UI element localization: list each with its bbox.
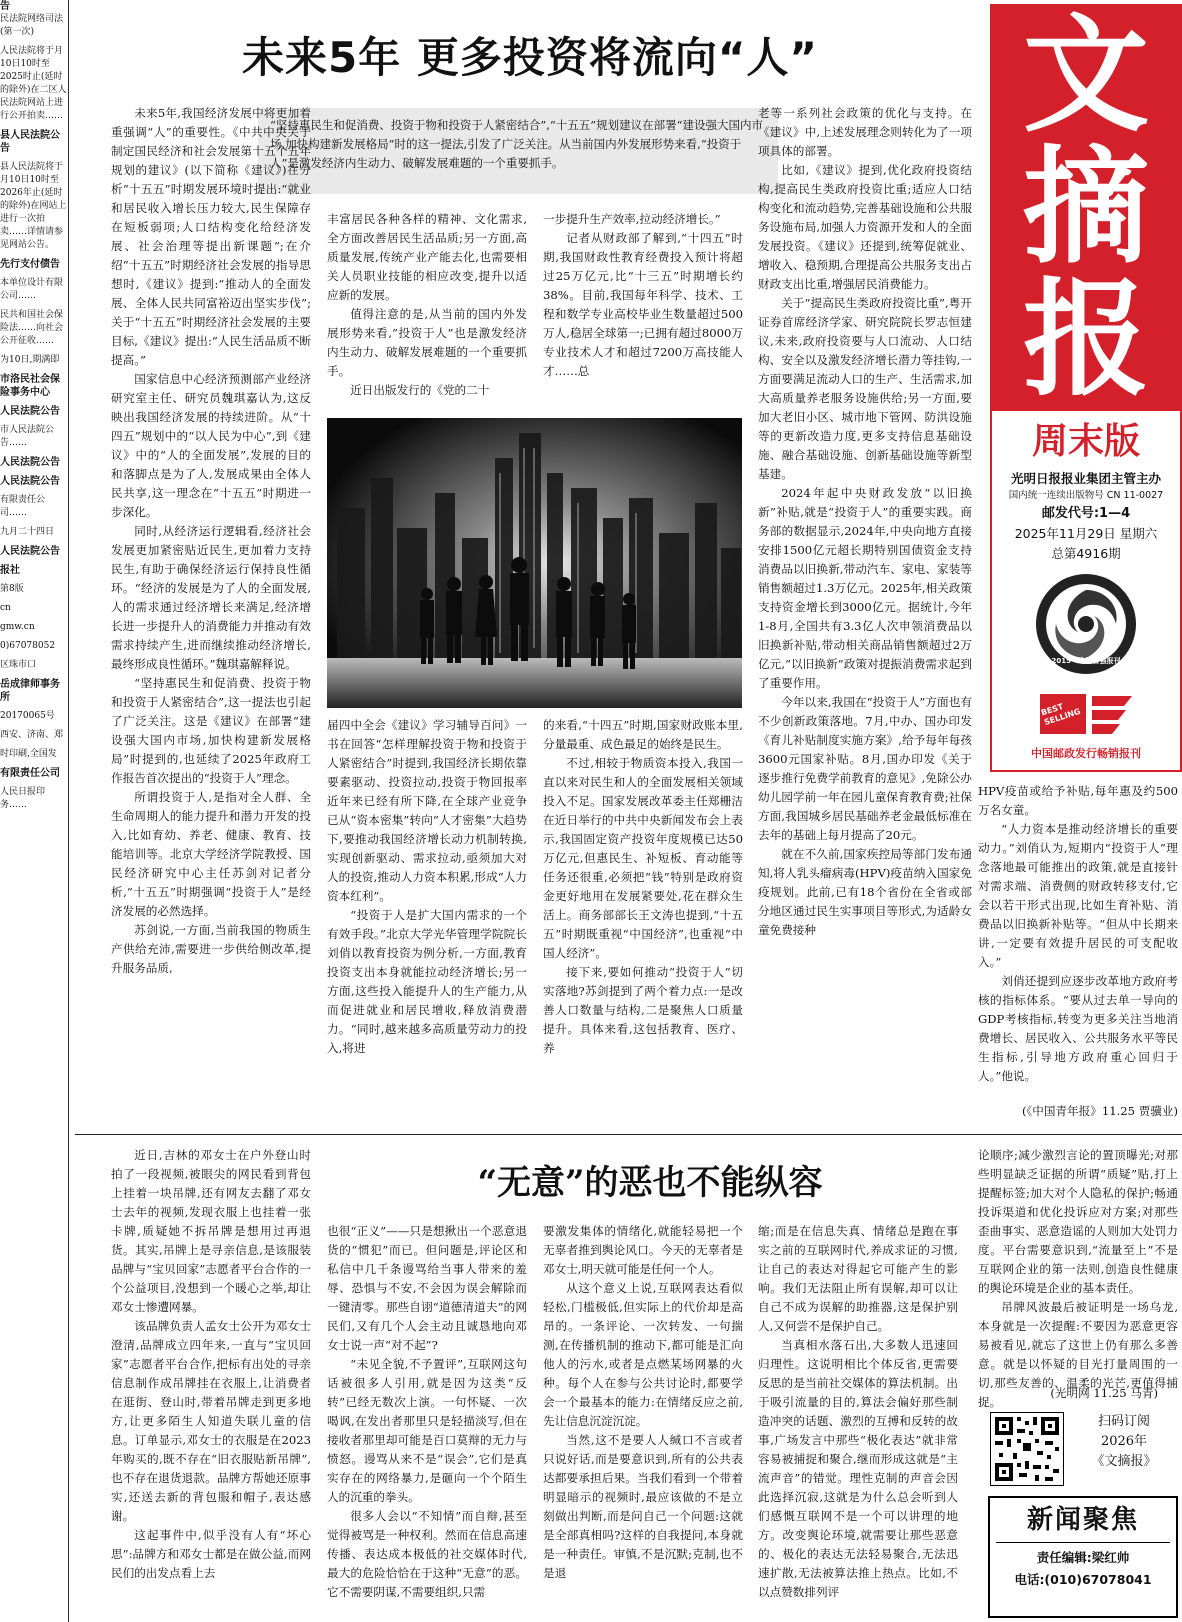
paragraph: “坚持惠民生和促消费、投资于物和投资于人紧密结合”,这一提法也引起了广泛关注。这是《建议》在部署“建设强大国内市场,加快构建新发展格局”时提到的,也延续了2025年政府工作报告首次提出的“投资于人”理念。: [111, 676, 311, 785]
notice-block: 0)67078052: [0, 641, 56, 651]
publisher-line: 光明日报报业集团主管主办: [1010, 471, 1161, 486]
cn-number: 国内统一连续出版物号 CN 11-0027: [1008, 490, 1164, 501]
paragraph: 吊牌风波最后被证明是一场乌龙,本身就是一次提醒:不要因为恶意更容易被看见,就忘了这世上仍有那么多善意。就是以怀疑的目光打量周围的一切,那些友善的、温柔的光芒,更值得捕捉。: [978, 1300, 1178, 1409]
paragraph: 今年以来,我国在“投资于人”方面也有不少创新政策落地。7月,中办、国办印发《育儿补贴制度实施方案》,给予每年每孩3600元国家补贴。8月,国办印发《关于逐步推行免费学前教育的意见》,免除公办幼儿园学前一年在园儿童保育教育费;社保方面,我国城乡居民基础养老金最低标准在去年的基础上每月提高了20元。: [758, 695, 972, 842]
masthead-char-wen: 文: [1023, 1, 1149, 149]
article2-column-3: [543, 1222, 743, 1622]
bestseller-text: BEST SELLING: [1039, 701, 1082, 728]
paragraph: 记者从财政部了解到,“十四五”时期,我国财政性教育经费投入预计将超过25万亿元,比“十三五”时期增长约38%。目前,我国每年科学、技术、工程和数学专业高校毕业生数量超过500万人,稳居全球第一;已拥有超过8000万专业技术人才和超过7200万高技能人才……总: [543, 231, 743, 378]
article1-column-3-upper: [543, 210, 743, 405]
paragraph: 论顺序;减少激烈言论的置顶曝光;对那些明显缺乏证据的所谓“质疑”贴,打上提醒标签;加大对个人隐私的保护;畅通投诉渠道和优化投诉应对方案;对那些歪曲事实、恶意造谣的人则加大处罚力度。平台需要意识到,“流量至上”不是互联网企业的第一法则,创造良性健康的舆论环境是企业的基本责任。: [978, 1148, 1178, 1295]
notice-block: 县人民法院公告: [0, 130, 60, 154]
paragraph: 关于“提高民生类政府投资比重”,粤开证券首席经济学家、研究院院长罗志恒建议,未来,政府投资要与人口流动、人口结构、安全以及激发经济增长潜力等挂钩,一方面要满足流动人口的生产、生活需求,加大高质量养老服务设施供给;另一方面,要加大老旧小区、城市地下管网、防洪设施等的更新改造力度,更多支持信息基础设施、融合基础设施、创新基础设施等新型基建。: [758, 296, 972, 481]
notice-block: 民法院网络司法(第一次): [0, 14, 64, 37]
paragraph: 该品牌负责人孟女士公开为邓女士澄清,品牌成立四年来,一直与“宝贝回家”志愿者平台合作,把标有出处的寻亲信息制作成吊牌挂在衣服上,让消费者在逛街、登山时,带着吊牌走到更多地方,让更多陌生人知道失联儿童的信息。订单显示,邓女士的衣服是在2023年购买的,既不存在“旧衣服贴新吊牌”,也不存在退货退款。品牌方帮她还原事实,还送去新的背包服和帽子,表达感谢。: [111, 1319, 311, 1523]
paragraph: 老等一系列社会政策的优化与支持。在《建议》中,上述发展理念则转化为了一项项具体的部署。: [758, 106, 972, 158]
paragraph: 从这个意义上说,互联网表达看似轻松,门槛极低,但实际上的代价却是高昂的。一条评论、一次转发、一句揣测,在传播机制的推动下,都可能是汇向他人的污水,或者是点燃某场网暴的火种。每个人在参与公共讨论时,都要学会一个最基本的能力:在情绪反应之前,先让信息沉淀沉淀。: [543, 1281, 743, 1428]
article1-credit: (《中国青年报》11.25 贾骥业): [1021, 1104, 1178, 1118]
notice-block: 岳成律师事务所: [0, 679, 60, 703]
notice-block: 西安、济南、郑: [0, 730, 64, 740]
paragraph: 值得注意的是,从当前的国内外发展形势来看,“投资于人”也是激发经济内生动力、破解发展难题的一个重要抓手。: [327, 307, 527, 378]
left-notice-strip: [0, 0, 69, 1622]
notice-block: 有限责任公司: [0, 768, 60, 779]
article1-column-3-lower: [543, 716, 743, 1124]
paragraph: 这起事件中,似乎没有人有“坏心思”:品牌方和邓女士都是在做公益,而网民们的出发点看上去: [111, 1528, 311, 1580]
notice-block: 报社: [0, 565, 20, 576]
post-bestseller-icon: [1032, 686, 1142, 742]
paragraph: 接下来,要如何推动“投资于人”切实落地?苏剑提到了两个着力点:一是改善人口数量与结构,二是聚焦人口质量提升。具体来看,这包括教育、医疗、养: [543, 965, 743, 1055]
notice-block: 本单位设计有限公司……: [0, 278, 64, 301]
badge-caption: 2015 · 中国百强报刊: [1051, 657, 1121, 665]
paragraph: 刘俏还提到应逐步改革地方政府考核的指标体系。“要从过去单一导向的GDP考核指标,转变为更多关注当地消费增长、居民收入、公共服务水平等民生指标,引导地方政府重心回归于人。”他说。: [978, 974, 1178, 1083]
top100-badge-icon: [1034, 572, 1138, 676]
paragraph: “投资于人是扩大国内需求的一个有效手段。”北京大学光华管理学院院长刘俏以教育投资为例分析,一方面,教育投资支出本身就能拉动经济增长;另一方面,这些投入能提升人的生产能力,从而促进就业和居民增收,释放消费潜力。“同时,越来越多高质量劳动力的投入,将进: [327, 908, 527, 1055]
postal-code: 邮发代号:1—4: [1041, 506, 1131, 521]
paragraph: 一步提升生产效率,拉动经济增长。”: [543, 212, 721, 226]
section-name: 新闻聚焦: [1026, 1505, 1139, 1535]
paragraph: 丰富居民各种各样的精神、文化需求,全方面改善居民生活品质;另一方面,高质量发展,传统产业产能去化,也需要相关人员职业技能的相应改变,提升以适应新的发展。: [327, 212, 527, 302]
notice-block: 20170065号: [0, 711, 55, 721]
paragraph: 2024年起中央财政发放“以旧换新”补贴,就是“投资于人”的重要实践。商务部的数据显示,2024年,中央向地方直接安排1500亿元超长期特别国债资金支持消费品以旧换新,带动汽车、家电、家装等销售额超过1.3万亿元。2025年,相关政策支持资金增长到3000亿元。据统计,今年1-8月,全国共有3.3亿人次申领消费品以旧换新补贴,带动相关商品销售额超过2万亿元,“以旧换新”政策对提振消费需求起到了重要作用。: [758, 486, 972, 690]
paragraph: 苏剑说,一方面,当前我国的物质生产供给充沛,需要进一步供给侧改革,提升服务品质,: [111, 923, 311, 975]
paragraph: 就在不久前,国家疾控局等部门发布通知,将人乳头瘤病毒(HPV)疫苗纳入国家免疫规划。此前,已有18个省份在全省或部分地区通过民生实事项目等形式,为适龄女童免费接种: [758, 847, 972, 937]
article2-credit: (光明网 11.25 马青): [1050, 1386, 1158, 1400]
notice-block: 人民法院将于月10日10时至2025时止(延时的除外)在二区人民法院网站上进行公开拍卖……: [0, 46, 67, 121]
notice-block: 为10日,期满即: [0, 355, 60, 365]
notice-block: 市人民法院公告……: [0, 425, 55, 448]
paragraph: 也很“正义”——只是想揪出一个恶意退货的“惯犯”而已。但问题是,评论区和私信中几千条谩骂给当事人带来的羞辱、恐惧与不安,不会因为误会解除而一键清零。那些自诩“道德清道夫”的网民们,又有几个人会主动且诚恳地向邓女士说一声“对不起”?: [327, 1224, 527, 1352]
paragraph: 要激发集体的情绪化,就能轻易把一个无辜者推到舆论风口。今天的无辜者是邓女士,明天就可能是任何一个人。: [543, 1224, 743, 1276]
notice-block: 人民法院公告: [0, 457, 60, 468]
photo-illustration: [327, 418, 742, 708]
paragraph: 很多人会以“不知情”而自辩,甚至觉得被骂是一种权利。然而在信息高速传播、表达成本极低的社交媒体时代,最大的危险恰恰在于这种“无意”的恶。它不需要阴谋,不需要组织,只需: [327, 1509, 527, 1599]
edition-label: 周末版: [1031, 421, 1140, 462]
notice-block: 人民法院公告: [0, 406, 60, 417]
masthead-red-block: [992, 1, 1180, 413]
issue-date: 2025年11月29日 星期六: [1014, 526, 1158, 541]
notice-block: cn: [0, 603, 11, 613]
subscribe-line-3: 《文摘报》: [1091, 1454, 1157, 1469]
article2-column-4: [758, 1222, 958, 1622]
section-phone: 电话:(010)67078041: [1014, 1572, 1152, 1587]
notice-block: 县人民法院将于月10日10时至2026年止(延时的除外)在网站上进行一次拍卖……详情请参见网站公告。: [0, 162, 67, 250]
notice-block: 人民日报印务……: [0, 787, 46, 810]
article1-headline: 未来5年 更多投资将流向“人”: [241, 33, 819, 82]
paragraph: 当然,这不是要人人缄口不言或者只说好话,而是要意识到,所有的公共表达都要承担后果。当我们看到一个带着明显暗示的视频时,最应该做的不是立刻做出判断,而是问自己一个问题:这就是全部真相吗?这样的自我提问,本身就是一种责任。审慎,不是沉默;克制,也不是退: [543, 1433, 743, 1580]
section-editor: 责任编辑:梁红帅: [1036, 1550, 1130, 1565]
article2-headline: “无意”的恶也不能纵容: [477, 1163, 823, 1203]
notice-block: 市洛民社会保险事务中心: [0, 374, 60, 398]
paragraph: “人力资本是推动经济增长的重要动力。”刘俏认为,短期内“投资于人”理念落地最可能推出的政策,就是直接针对需求端、消费侧的财政转移支付,它会以若干形式出现,比如生育补贴、消费品以旧换新补贴等。“但从中长期来讲,一定要有效提升居民的可支配收入。”: [978, 822, 1178, 969]
article2-column-1: [111, 1146, 311, 1622]
city-people-photo: [327, 418, 742, 708]
paragraph: 当真相水落石出,大多数人迅速回归理性。这说明相比个体反省,更需要反思的是当前社交媒体的算法机制。出于吸引流量的目的,算法会偏好那些制造冲突的话题、激烈的互搏和反转的故事,广场发言中那些“极化表达”就非常容易被捕捉和聚合,继而形成这就是“主流声音”的错觉。理性克制的声音会因此选择沉寂,这就是为什么总会听到人们感慨互联网不是一个可以讲理的地方。改变舆论环境,就需要让那些恶意的、极化的表达无法轻易聚合,无法迅速扩散,无法被算法推上热点。比如,不以点赞数排列评: [758, 1338, 958, 1599]
notice-block: 民共和国社会保险法……向社会公开征收……: [0, 310, 64, 346]
masthead: [990, 1, 1182, 772]
paragraph: 届四中全会《建议》学习辅导百问》一书在回答“怎样理解投资于物和投资于人紧密结合”时提到,我国经济长期依靠要素驱动、投资拉动,投资于物回报率近年来已经有所下降,在全球产业竞争已从“资本密集”转向“人才密集”大趋势下,要推动我国经济增长动力机制转换,实现创新驱动、需求拉动,亟须加大对人的投资,推动人力资本积累,形成“人力资本红利”。: [327, 718, 527, 903]
paragraph: HPV疫苗或给予补贴,每年惠及约500万名女童。: [978, 784, 1178, 817]
notice-block: 第8版: [0, 584, 24, 594]
masthead-char-bao: 报: [1023, 265, 1149, 413]
article1-lead-box: “坚持惠民生和促消费、投资于物和投资于人紧密结合”,“十五五”规划建议在部署“建设强大国内市场,加快构建新发展格局”时的这一提法,引发了广泛关注。从当前国内外发展形势来看,“投资于人”是激发经济内生动力、破解发展难题的一个重要抓手。: [258, 108, 778, 194]
paragraph: 缩;而是在信息失真、情绪总是跑在事实之前的互联网时代,养成求证的习惯,让自己的表达对得起它可能产生的影响。我们无法阻止所有误解,却可以让自己不成为误解的助推器,这是保护别人,又何尝不是保护自己。: [758, 1224, 958, 1333]
notice-block: 人民法院公告: [0, 476, 60, 487]
notice-block: 区珠市口: [0, 660, 37, 670]
subscribe-qr-icon[interactable]: [990, 1412, 1064, 1486]
paragraph: 同时,从经济运行逻辑看,经济社会发展更加紧密贴近民生,更加着力支持民生,有助于确保经济运行保持良性循环。“经济的发展是为了人的全面发展,人的需求通过经济增长来满足,经济增长进一步提升人的消费能力并推动有效需求持续产生,进而继续推动经济增长,最终形成良性循环。”魏琪嘉解释说。: [111, 524, 311, 671]
notice-block: 人民法院公告: [0, 546, 60, 557]
post-bestseller-caption: 中国邮政发行畅销报刊: [1031, 747, 1141, 760]
paragraph: 近日出版发行的《党的二十: [350, 383, 490, 397]
paragraph: 国家信息中心经济预测部产业经济研究室主任、研究员魏琪嘉认为,这反映出我国经济发展的持续进阶。从“十四五”规划中的“以人民为中心”,到《建议》中的“人的全面发展”,发展的目的和落脚点是为了人,发展成果由全体人民共享,这一理念在“十五五”时期进一步深化。: [111, 372, 311, 519]
article1-column-2-upper: [327, 210, 527, 405]
paragraph: “未见全貌,不予置评”,互联网这句话被很多人引用,就是因为这类“反转”已经无数次上演。一句怀疑、一次喝讽,在发出者那里只是轻描淡写,但在接收者那里却可能是百口莫辩的无力与愤怒。谩骂从来不是“误会”,它们是真实存在的网络暴力,是砸向一个个陌生人的沉重的拳头。: [327, 1357, 527, 1504]
article1-column-1: [111, 104, 311, 1124]
paragraph: 所谓投资于人,是指对全人群、全生命周期人的能力提升和潜力开发的投入,比如育幼、养老、健康、教育、技能培训等。北京大学经济学院教授、国民经济研究中心主任苏剑对记者分析,“十五五”时期强调“投资于人”是经济发展的必然选择。: [111, 790, 311, 918]
paragraph: 的来看,“十四五”时期,国家财政账本里,分量最重、成色最足的始终是民生。: [543, 718, 743, 751]
masthead-char-zhai: 摘: [1023, 133, 1149, 281]
article2-column-2: [327, 1222, 527, 1622]
subscribe-text: [1070, 1412, 1178, 1472]
article1-column-5: [978, 782, 1178, 1102]
article1-column-2-lower: [327, 716, 527, 1124]
paragraph: 近日,吉林的邓女士在户外登山时拍了一段视频,被眼尖的网民看到背包上挂着一块吊牌,还有网友去翻了邓女士去年的视频,发现衣服上也挂着一张卡牌,质疑她不拆吊牌是想用过再退货。其实,吊牌上是寻亲信息,是该服装品牌与“宝贝回家”志愿者平台合作的一个公益项目,没想到一个暖心之举,却让邓女士惨遭网暴。: [111, 1148, 311, 1314]
issue-number: 总第4916期: [1051, 546, 1121, 561]
section-info-box: [988, 1496, 1178, 1618]
subscribe-line-1: 扫码订阅: [1097, 1414, 1150, 1429]
article1-column-4: [758, 104, 972, 1124]
notice-block: gmw.cn: [0, 622, 35, 632]
article-divider: [75, 1134, 1182, 1135]
notice-strip-head: 告: [0, 1, 10, 12]
paragraph: 比如,《建议》提到,优化政府投资结构,提高民生类政府投资比重;适应人口结构变化和流动趋势,完善基础设施和公共服务设施布局,加强人力资源开发和人的全面发展投资。《建议》还提到,统筹促就业、增收入、稳预期,合理提高公共服务支出占财政支出比重,增强居民消费能力。: [758, 163, 972, 291]
notice-block: 有限责任公司……: [0, 495, 46, 518]
notice-block: 时印刷,全国发: [0, 749, 57, 759]
notice-block: 九月二十四日: [0, 527, 55, 537]
paragraph: 不过,相较于物质资本投入,我国一直以来对民生和人的全面发展相关领域投入不足。国家发展改革委主任郑栅洁在近日举行的中共中央新闻发布会上表示,我国固定资产投资年度规模已达50万亿元,但惠民生、补短板、育动能等任务还很重,必须把“钱”特别是政府资金更好地用在发展紧要处,花在群众生活上。商务部部长王文涛也提到,“十五五”时期既重视“中国经济”,也重视“中国人经济”。: [543, 756, 743, 960]
subscribe-line-2: 2026年: [1100, 1434, 1148, 1449]
paragraph: 未来5年,我国经济发展中将更加着重强调“人”的重要性。《中共中央关于制定国民经济和社会发展第十五个五年规划的建议》(以下简称《建议》)在分析“十五五”时期发展环境时提出:“就业和居民收入增长压力较大,民生保障存在短板弱项;人口结构变化给经济发展、社会治理等提出新课题”;在介绍“十五五”时期经济社会发展的指导思想时,《建议》提到:“推动人的全面发展、全体人民共同富裕迈出坚实步伐”;关于“十五五”时期经济社会发展的主要目标,《建议》提出:“人民生活品质不断提高。”: [111, 106, 311, 367]
notice-block: 先行支付债告: [0, 259, 60, 270]
